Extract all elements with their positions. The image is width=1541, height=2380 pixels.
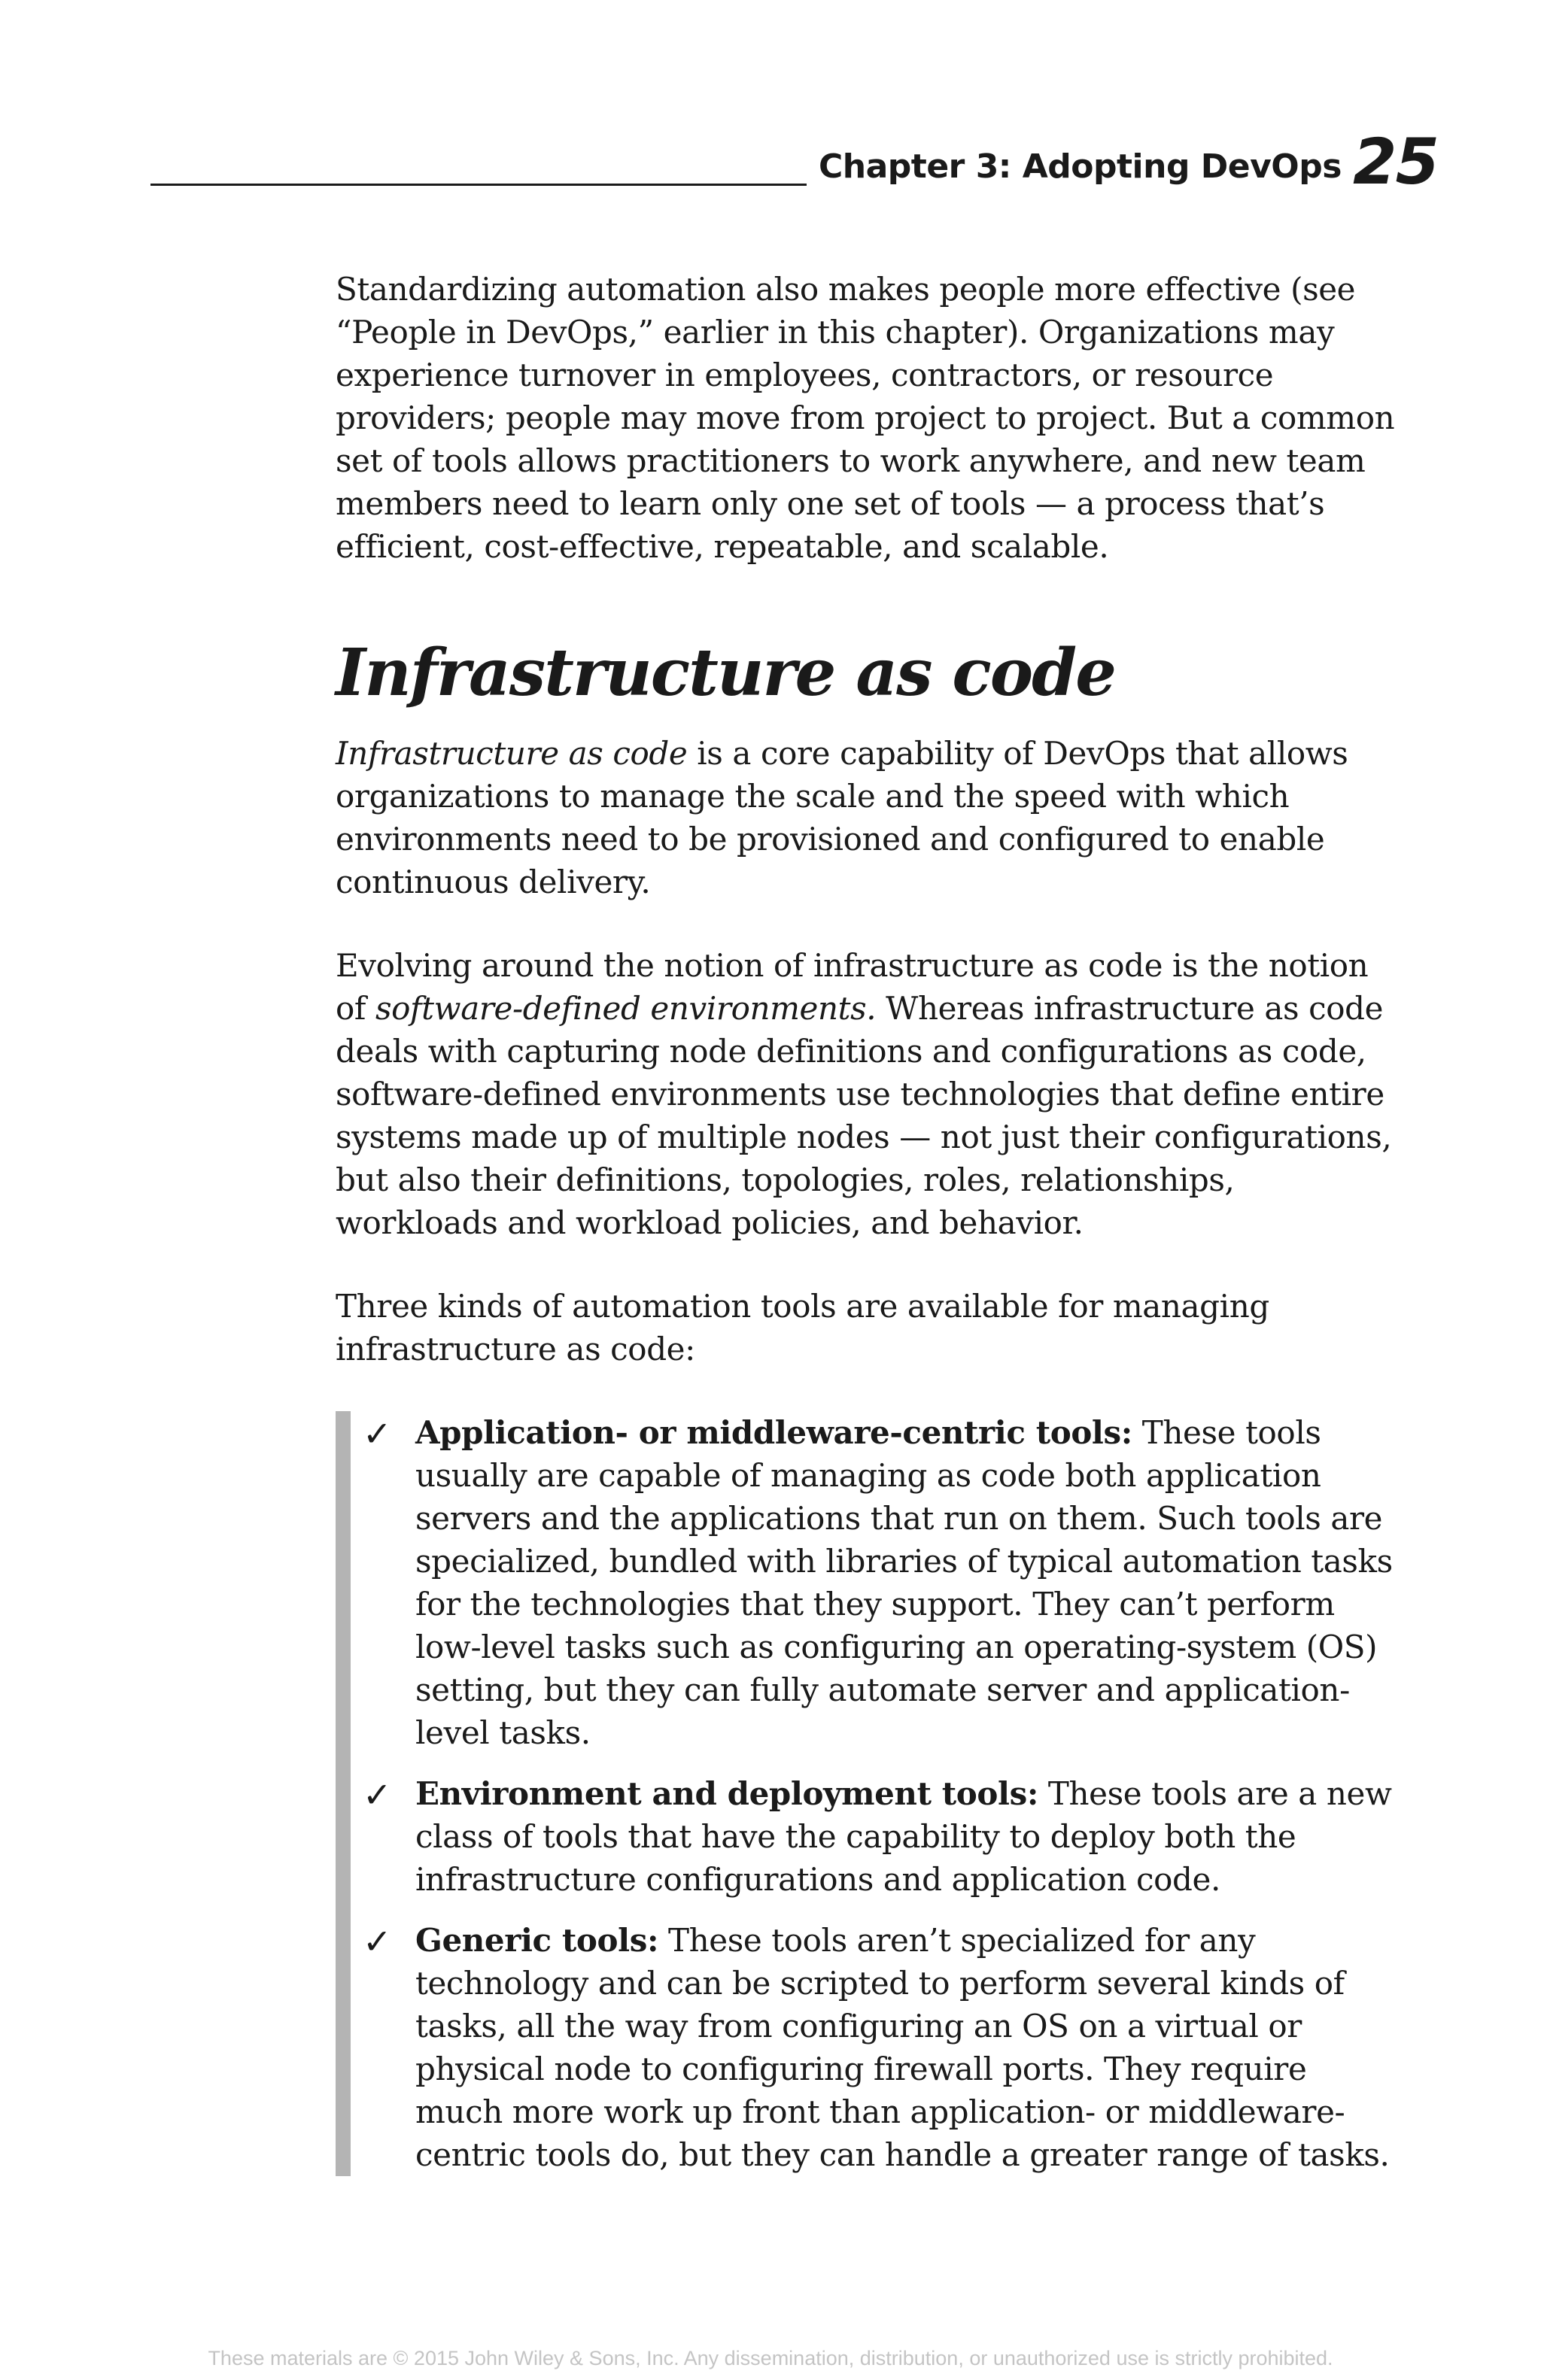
check-mark-icon: ✓ — [363, 1774, 392, 1815]
header-rule — [150, 184, 807, 186]
bullet-list-container — [336, 1411, 1397, 2176]
list-item-text: These tools are a new class of tools that have the capability to deploy both the infrastructure configurations and application code. — [415, 1775, 1392, 1898]
list-item-term: Environment and deployment tools: — [415, 1775, 1038, 1812]
paragraph-definition — [336, 732, 1397, 903]
paragraph-standardizing: Standardizing automation also makes people more effective (see “People in DevOps,” earlier in this chapter). Organizations may experience turnover in employees, contractors, or resource providers; people may move from project to project. But a common set of tools allows practitioners to work anywhere, and new team members need to learn only one set of tools — a process that’s efficient, cost-effective, repeatable, and scalable. — [336, 271, 1395, 565]
emphasis-term: software-defined environments. — [375, 990, 877, 1027]
list-item-term: Generic tools: — [415, 1922, 659, 1959]
check-mark-icon: ✓ — [363, 1413, 392, 1454]
chapter-title: Chapter 3: Adopting DevOps — [819, 147, 1342, 186]
bullet-list — [336, 1411, 1397, 2176]
list-item — [363, 1411, 1397, 1754]
side-bar — [336, 1411, 351, 2176]
list-item — [363, 1772, 1397, 1901]
paragraph-definition-text: is a core capability of DevOps that allows organizations to manage the scale and the speed with which environments need to be provisioned and configured to enable continuous delivery. — [336, 735, 1348, 900]
section-heading: Infrastructure as code — [336, 635, 1115, 711]
emphasis-term: Infrastructure as code — [336, 735, 688, 772]
list-item-text: These tools aren’t specialized for any technology and can be scripted to perform several kinds of tasks, all the way from configuring an OS on a virtual or physical node to configuring firewall ports. They require much more work up front than application- or middleware-centric tools do, but they can handle a greater range of tasks. — [415, 1922, 1390, 2173]
list-item — [363, 1919, 1397, 2176]
list-item-term: Application- or middleware-centric tools: — [415, 1414, 1132, 1451]
check-mark-icon: ✓ — [363, 1921, 392, 1962]
page-number: 25 — [1353, 125, 1438, 199]
paragraph-software-defined — [336, 944, 1397, 1244]
copyright-footer: These materials are © 2015 John Wiley & Sons, Inc. Any dissemination, distribution, or unauthorized use is strictly prohibited. — [208, 2347, 1333, 2369]
paragraph-text-start: Evolving around the notion of infrastructure as code is the notion of — [336, 947, 1369, 1027]
list-item-text: These tools usually are capable of managing as code both application servers and the applications that run on them. Such tools are specialized, bundled with libraries of typical automation tasks for the technologies that they support. They can’t perform low-level tasks such as configuring an operating-system (OS) setting, but they can fully automate server and application-level tasks. — [415, 1414, 1393, 1751]
body-column — [336, 268, 1397, 2176]
paragraph-text-end: Whereas infrastructure as code deals with capturing node definitions and configurations as code, software-defined environments use technologies that define entire systems made up of multiple nodes — not just their configurations, but also their definitions, topologies, roles, relationships, workloads and workload policies, and behavior. — [336, 990, 1392, 1241]
paragraph-tool-kinds: Three kinds of automation tools are available for managing infrastructure as code: — [336, 1288, 1269, 1368]
